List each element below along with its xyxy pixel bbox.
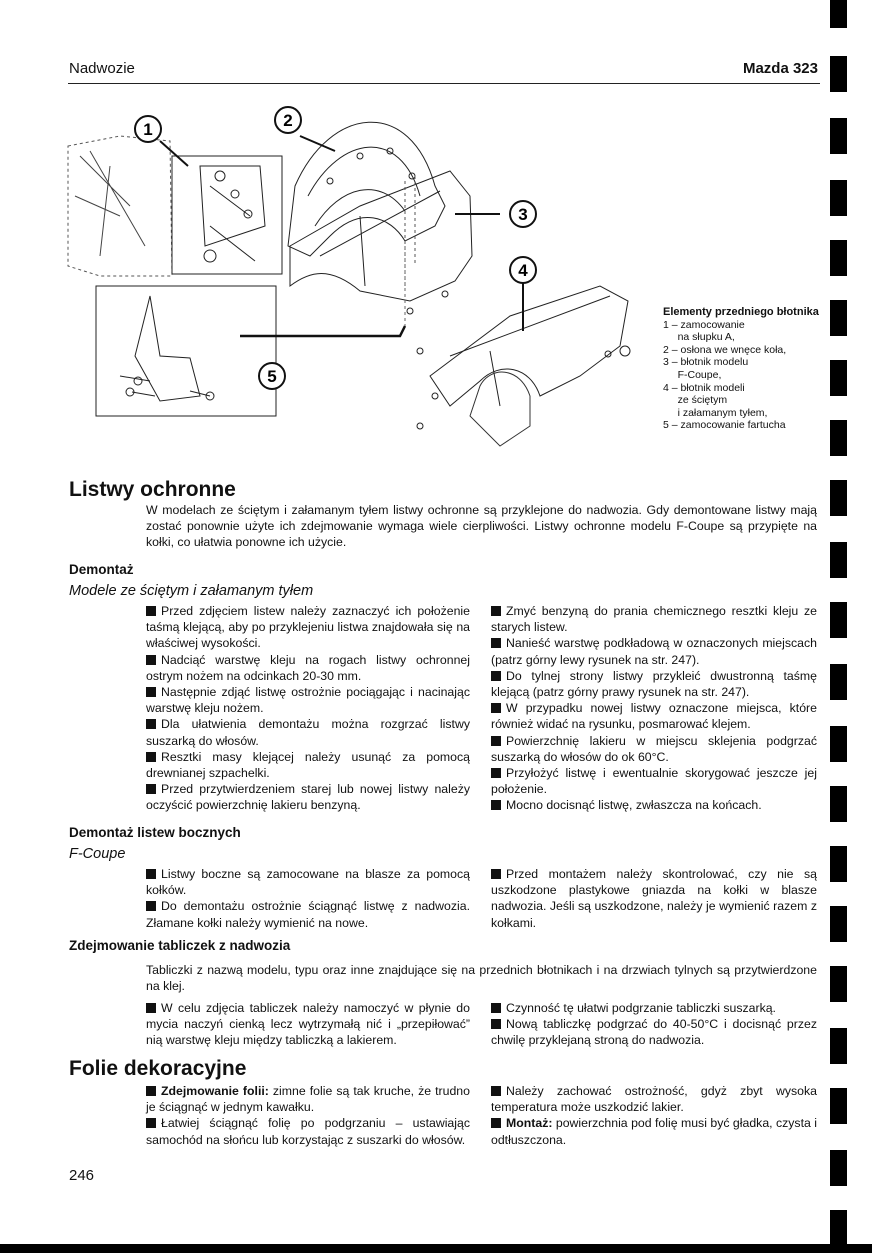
bullet-icon (146, 1086, 156, 1096)
bullet-icon (491, 1003, 501, 1013)
svg-text:3: 3 (518, 205, 528, 224)
bullet-item: Dla ułatwienia demontażu można rozgrzać listwy suszarką do włosów. (146, 717, 470, 748)
edge-mark (830, 118, 847, 154)
bullet-icon (491, 638, 501, 648)
inset-mudflap (96, 286, 276, 416)
svg-text:2: 2 (283, 111, 293, 130)
edge-mark (830, 300, 847, 336)
bullet-item: Czynność tę ułatwi podgrzanie tabliczki suszarką. (491, 1000, 817, 1016)
folie-col1 (146, 1083, 470, 1148)
legend-item: 5 – zamocowanie fartucha (663, 419, 786, 432)
bullet-item: Zdejmowanie folii: zimne folie są tak kruche, że trudno je ściągnąć w jednym kawałku. (146, 1084, 470, 1115)
listwy-col2 (491, 603, 817, 814)
edge-mark (830, 56, 847, 92)
bullet-item: Do demontażu ostrożnie ściągnąć listwę z nadwozia. Złamane kołki należy wymienić na nowe. (146, 899, 470, 930)
subheading-demontaz: Demontaż (69, 562, 134, 577)
bullet-item: Mocno docisnąć listwę, zwłaszcza na końcach. (491, 797, 817, 813)
callout-3 (510, 201, 536, 227)
tabliczki-col2 (491, 1000, 817, 1049)
legend-title: Elementy przedniego błotnika (663, 306, 819, 318)
edge-mark (830, 664, 847, 700)
boczne-col1 (146, 866, 470, 931)
bullet-icon (146, 869, 156, 879)
edge-mark (830, 1088, 847, 1124)
bullet-icon (146, 1118, 156, 1128)
bullet-item: Przed zdjęciem listew należy zaznaczyć ich położenie taśmą klejącą, aby po przyklejeniu listwa znajdowała się na właściwej wysokości. (146, 604, 470, 651)
bullet-icon (491, 606, 501, 616)
bullet-item: Powierzchnię lakieru w miejscu sklejenia podgrzać suszarką do włosów do ok 60°C. (491, 733, 817, 764)
bullet-item: Listwy boczne są zamocowane na blasze za pomocą kołków. (146, 867, 470, 898)
legend-item: 1 – zamocowanie na słupku A, (663, 318, 745, 344)
bullet-icon (146, 901, 156, 911)
bullet-icon (146, 606, 156, 616)
callout-5 (259, 363, 285, 389)
bullet-icon (146, 1003, 156, 1013)
tabliczki-intro: Tabliczki z nazwą modelu, typu oraz inne znajdujące się na przednich błotnikach i na drzwiach tylnych są przytwierdzone na klej. (146, 963, 817, 994)
edge-mark (830, 1150, 847, 1186)
edge-mark (830, 726, 847, 762)
edge-mark (830, 602, 847, 638)
listwy-intro: W modelach ze ściętym i załamanym tyłem listwy ochronne są przyklejone do nadwozia. Gdy demontowane listwy mają zostać ponownie użyte ich zdejmowanie wymaga wiele cierpliwości. Listwy ochronne modelu F-Coupe są przypięte na kołki, co ułatwia ponowne ich użycie. (146, 503, 817, 550)
bullet-icon (491, 736, 501, 746)
edge-mark (830, 786, 847, 822)
legend-item: 3 – błotnik modelu F-Coupe, (663, 356, 749, 381)
figure-legend (663, 306, 823, 432)
header-rule (68, 83, 820, 84)
bullet-icon (491, 800, 501, 810)
section-title-listwy: Listwy ochronne (69, 478, 236, 501)
edge-mark (830, 542, 847, 578)
edge-mark (830, 420, 847, 456)
legend-item: 2 – osłona we wnęce koła, (663, 343, 787, 356)
listwy-col1 (146, 603, 470, 814)
edge-mark (830, 966, 847, 1002)
bullet-item: W przypadku nowej listwy oznaczone miejsca, które również widać na rysunku, posmarować klejem. (491, 701, 817, 732)
bullet-icon (491, 869, 501, 879)
bullet-item: Nową tabliczkę podgrzać do 40-50°C i docisnąć przez chwilę przyklejaną stroną do nadwozia. (491, 1017, 817, 1048)
bullet-item: Przed montażem należy skontrolować, czy nie są uszkodzone plastykowe gniazda na kołki w blasze nadwozia. Jeśli są uszkodzone, należy je wymienić razem z kołkami. (491, 867, 817, 930)
page-number: 246 (69, 1167, 95, 1184)
bullet-icon (491, 1019, 501, 1029)
section-name: Nadwozie (69, 60, 135, 77)
svg-text:5: 5 (267, 367, 277, 386)
bullet-item: Należy zachować ostrożność, gdyż zbyt wysoka temperatura może uszkodzić lakier. (491, 1084, 817, 1115)
bullet-icon (146, 752, 156, 762)
bullet-item: Przyłożyć listwę i ewentualnie skorygować jeszcze jej położenie. (491, 766, 817, 797)
edge-mark (830, 846, 847, 882)
folie-col2 (491, 1083, 817, 1148)
legend-item: 4 – błotnik modeli ze ściętym i załamanym tyłem, (663, 381, 768, 419)
bullet-icon (491, 768, 501, 778)
callout-4 (510, 257, 536, 283)
car-model: Mazda 323 (742, 60, 818, 77)
subheading-fcoupe: F-Coupe (69, 846, 126, 862)
bullet-icon (146, 687, 156, 697)
boczne-col2 (491, 866, 817, 931)
edge-mark (830, 906, 847, 942)
bullet-item: W celu zdjęcia tabliczek należy namoczyć w płynie do mycia naczyń cienką lecz wytrzymałą nić i „przepiłować” nią warstwę kleju między tabliczką a lakierem. (146, 1001, 470, 1048)
bullet-icon (491, 1118, 501, 1128)
bullet-icon (491, 703, 501, 713)
edge-mark (830, 0, 847, 28)
edge-mark (830, 1028, 847, 1064)
edge-mark (830, 360, 847, 396)
edge-mark (830, 480, 847, 516)
bullet-icon (146, 719, 156, 729)
svg-text:1: 1 (143, 120, 153, 139)
callout-2 (275, 107, 301, 133)
bullet-item: Nadciąć warstwę kleju na rogach listwy ochronnej ostrym nożem na odcinkach 20-30 mm. (146, 652, 470, 683)
subheading-boczne: Demontaż listew bocznych (69, 825, 241, 840)
svg-text:4: 4 (518, 261, 528, 280)
fender-exploded-diagram (60, 96, 660, 476)
bullet-item: Resztki masy klejącej należy usunąć za pomocą drewnianej szpachelki. (146, 749, 470, 781)
bullet-icon (491, 1086, 501, 1096)
callout-1 (135, 116, 161, 142)
bullet-icon (146, 784, 156, 794)
edge-mark (830, 240, 847, 276)
bullet-item: Do tylnej strony listwy przykleić dwustronną taśmę klejącą (patrz górny prawy rysunek na str. 247). (491, 668, 817, 700)
edge-mark (830, 180, 847, 216)
bullet-icon (146, 655, 156, 665)
subheading-tabliczki: Zdejmowanie tabliczek z nadwozia (69, 938, 291, 953)
tabliczki-col1 (146, 1000, 470, 1049)
edge-mark (830, 1210, 847, 1244)
inset-a-pillar (172, 156, 282, 274)
bullet-item: Montaż: powierzchnia pod folię musi być gładka, czysta i odtłuszczona. (491, 1116, 817, 1147)
bullet-item: Łatwiej ściągnąć folię po podgrzaniu – ustawiając samochód na słońcu lub korzystając z suszarki do włosów. (146, 1116, 470, 1147)
bullet-item: Następnie zdjąć listwę ostrożnie pociągając i nacinając warstwę kleju nożem. (146, 685, 470, 716)
bullet-icon (491, 671, 501, 681)
bullet-item: Zmyć benzyną do prania chemicznego resztki kleju ze starych listew. (491, 604, 817, 635)
subheading-modele: Modele ze ściętym i załamanym tyłem (69, 583, 314, 599)
section-title-folie: Folie dekoracyjne (69, 1057, 247, 1080)
bottom-edge-bar (0, 1244, 872, 1253)
bullet-item: Nanieść warstwę podkładową w oznaczonych miejscach (patrz górny lewy rysunek na str. 247). (491, 636, 817, 667)
bullet-item: Przed przytwierdzeniem starej lub nowej listwy należy oczyścić powierzchnię lakieru benzyną. (146, 782, 470, 813)
